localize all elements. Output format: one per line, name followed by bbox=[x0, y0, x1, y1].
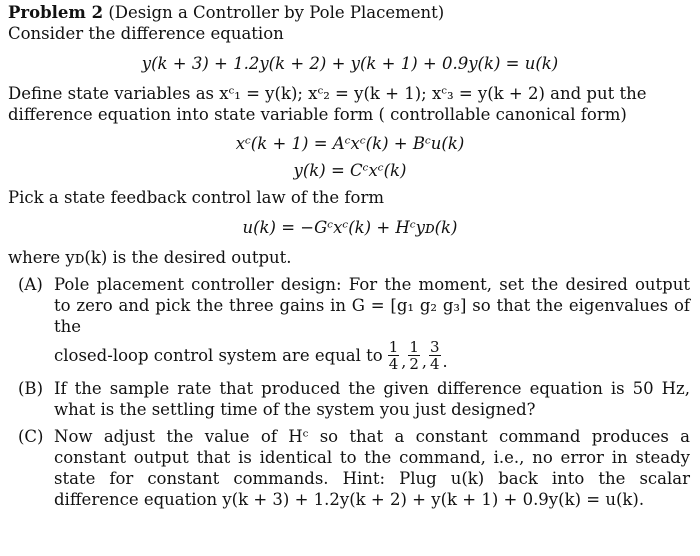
eigenvalue-fraction bbox=[408, 339, 420, 372]
intro-text: Consider the difference equation bbox=[8, 24, 284, 43]
problem-subtitle: (Design a Controller by Pole Placement) bbox=[108, 3, 445, 22]
difference-equation: y(k + 3) + 1.2y(k + 2) + y(k + 1) + 0.9y(k) = u(k) bbox=[141, 54, 559, 73]
fraction-denominator: 4 bbox=[388, 355, 399, 373]
feedback-intro: Pick a state feedback control law of the form bbox=[8, 188, 384, 207]
eigenvalue-fraction bbox=[429, 339, 441, 372]
part-b-text: If the sample rate that produced the given difference equation is 50 Hz, what is the settling time of the system you just designed? bbox=[54, 379, 690, 419]
sentence-end: . bbox=[442, 352, 448, 371]
control-law-equation: u(k) = −Gᶜxᶜ(k) + Hᶜyᴅ(k) bbox=[242, 218, 458, 237]
part-a-label: (A) bbox=[18, 275, 43, 294]
where-line: where yᴅ(k) is the desired output. bbox=[8, 248, 292, 267]
part-a bbox=[8, 274, 692, 372]
part-c-label: (C) bbox=[18, 427, 44, 446]
part-c bbox=[8, 426, 692, 510]
part-a-tail: closed-loop control system are equal to bbox=[54, 346, 383, 365]
part-b bbox=[8, 378, 692, 420]
part-a-body bbox=[54, 274, 692, 372]
state-definition-line-1: Define state variables as xᶜ₁ = y(k); xᶜ₂ = y(k + 1); xᶜ₃ = y(k + 2) and put the bbox=[8, 84, 647, 103]
fraction-separator: , bbox=[421, 352, 427, 371]
problem-heading: Problem 2 bbox=[8, 3, 104, 22]
part-a-text: Pole placement controller design: For the moment, set the desired output to zero and pick the three gains in G = [g₁ g₂ g₃] so that the eigenvalues of the bbox=[54, 275, 690, 336]
problem-header bbox=[8, 2, 692, 23]
fraction-numerator: 3 bbox=[429, 338, 440, 356]
fraction-numerator: 1 bbox=[409, 338, 419, 356]
part-c-text: Now adjust the value of Hᶜ so that a constant command produces a constant output that is identical to the command, i.e., no error in steady state for constant commands. Hint: Plug u(k) back into the scalar difference equation y(k + 3) + 1.2y(k + 2) + y(k + 1) + 0.9y(k) = u(k). bbox=[54, 427, 690, 509]
state-definition-line-2: difference equation into state variable form ( controllable canonical form) bbox=[8, 105, 627, 124]
output-equation: y(k) = Cᶜxᶜ(k) bbox=[293, 161, 407, 180]
part-a-eigenvalue-line bbox=[54, 339, 690, 372]
part-b-label: (B) bbox=[18, 379, 43, 398]
eigenvalue-fractions bbox=[387, 339, 449, 372]
fraction-denominator: 4 bbox=[429, 355, 440, 373]
fraction-numerator: 1 bbox=[388, 338, 399, 356]
fraction-separator: , bbox=[401, 352, 407, 371]
state-space-equations bbox=[8, 133, 692, 181]
eigenvalue-fraction bbox=[388, 339, 400, 372]
fraction-denominator: 2 bbox=[409, 355, 419, 373]
state-equation: xᶜ(k + 1) = Aᶜxᶜ(k) + Bᶜu(k) bbox=[235, 134, 465, 153]
